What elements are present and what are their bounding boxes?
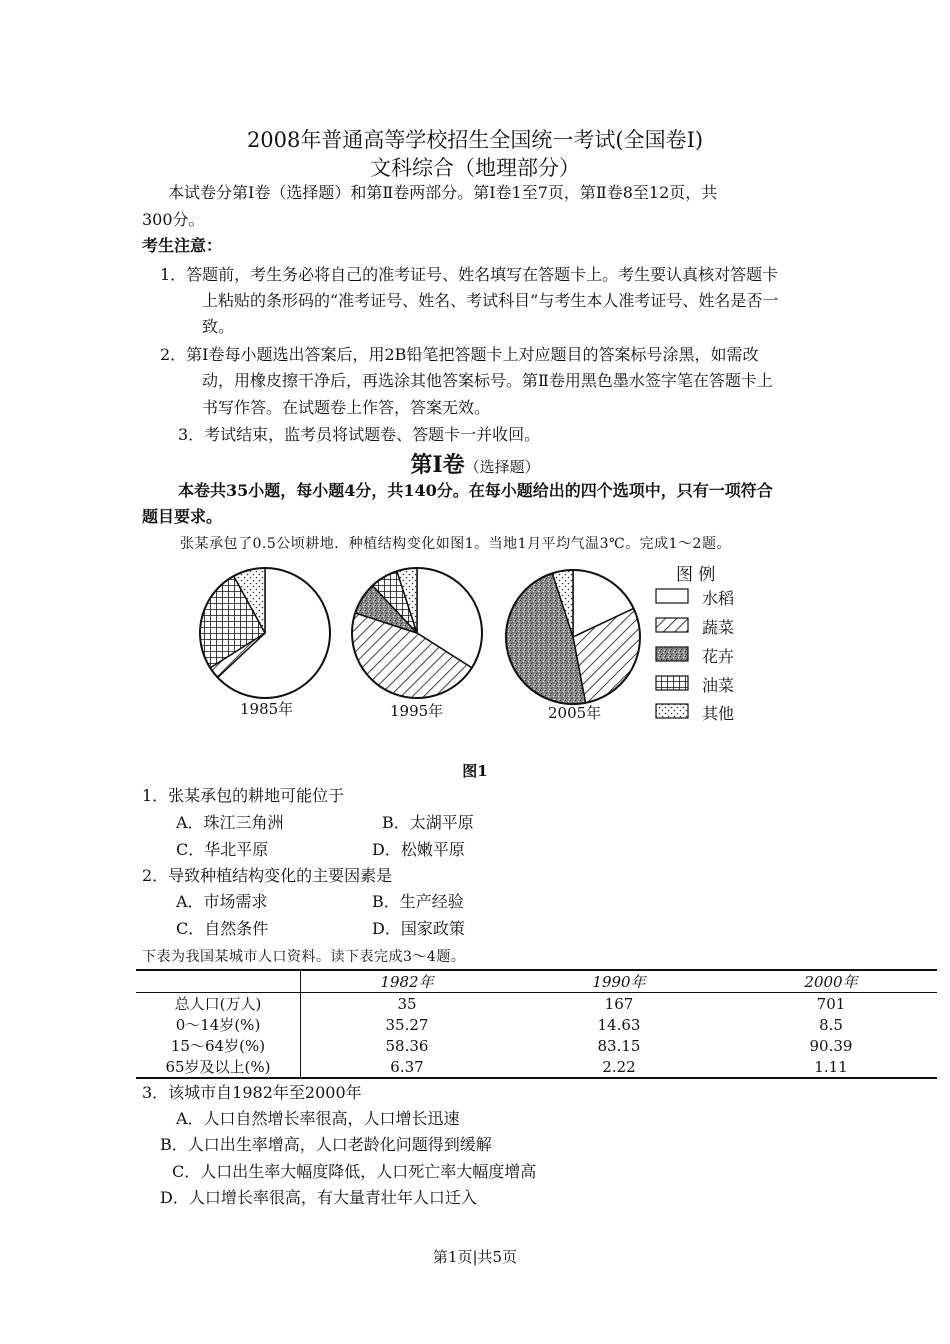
q1-option-a: A．珠江三角洲 — [176, 813, 284, 832]
q1-option-b: B．太湖平原 — [382, 813, 474, 832]
q1-stem: 1．张某承包的耕地可能位于 — [142, 786, 345, 805]
table-cell: 83.15 — [597, 1036, 641, 1055]
table-cell: 58.36 — [385, 1036, 429, 1055]
table-cell: 15～64岁(%) — [136, 1035, 301, 1056]
table-cell: 65岁及以上(%) — [136, 1056, 301, 1078]
q3-option-a: A．人口自然增长率很高，人口增长迅速 — [176, 1109, 460, 1128]
page-footer: 第1页|共5页 — [432, 1248, 518, 1266]
notice-2-line-2: 动，用橡皮擦干净后，再选涂其他答案标号。第Ⅱ卷用黑色墨水签字笔在答题卡上 — [202, 371, 773, 390]
notice-1-line-1: 1．答题前，考生务必将自己的准考证号、姓名填写在答题卡上。考生要认真核对答题卡 — [160, 265, 779, 284]
notice-3-line-1: 3．考试结束，监考员将试题卷、答题卡一并收回。 — [178, 425, 541, 444]
table-header: 1990年 — [513, 970, 725, 993]
legend-swatch-rapeseed — [655, 675, 689, 691]
legend-label-vegetable: 蔬菜 — [702, 618, 735, 637]
q3-option-b: B．人口出生率增高，人口老龄化问题得到缓解 — [160, 1135, 492, 1154]
section-title-sub: （选择题） — [464, 458, 540, 476]
notice-2-line-1: 2．第Ⅰ卷每小题选出答案后，用2B铅笔把答题卡上对应题目的答案标号涂黑，如需改 — [160, 345, 759, 364]
table-cell: 8.5 — [819, 1015, 843, 1034]
notice-1-line-2: 上粘贴的条形码的“准考证号、姓名、考试科目”与考生本人准考证号、姓名是否一 — [202, 291, 779, 310]
q3-option-c: C．人口出生率大幅度降低，人口死亡率大幅度增高 — [172, 1162, 537, 1181]
legend-label-paddy: 水稻 — [702, 589, 735, 608]
q2-option-b: B．生产经验 — [372, 892, 464, 911]
intro-line-2: 300分。 — [142, 210, 205, 229]
legend-swatch-paddy — [655, 588, 689, 604]
q2-option-d: D．国家政策 — [372, 919, 465, 938]
population-table — [136, 969, 937, 1079]
legend-label-rapeseed: 油菜 — [702, 676, 735, 695]
legend-title: 图 例 — [676, 565, 716, 585]
pie-label-1995: 1995年 — [390, 702, 444, 720]
figure-caption: 图1 — [462, 762, 488, 780]
notice-2-line-3: 书写作答。在试题卷上作答，答案无效。 — [202, 398, 491, 417]
table-cell: 14.63 — [597, 1015, 641, 1034]
exam-title: 2008年普通高等学校招生全国统一考试(全国卷Ⅰ) — [246, 128, 704, 152]
pie-label-1985: 1985年 — [240, 700, 294, 718]
table-cell: 0～14岁(%) — [136, 1014, 301, 1035]
table-cell: 总人口(万人) — [136, 993, 301, 1015]
table-header: 2000年 — [725, 970, 937, 993]
pie-label-2005: 2005年 — [548, 704, 602, 722]
exam-subtitle: 文科综合（地理部分） — [370, 156, 580, 180]
table-header — [136, 970, 301, 993]
q3-option-d: D．人口增长率很高，有大量青壮年人口迁入 — [160, 1188, 477, 1207]
table-row — [136, 1056, 937, 1078]
section-desc-1: 本卷共35小题，每小题4分，共140分。在每小题给出的四个选项中，只有一项符合 — [178, 481, 773, 500]
intro-line-1: 本试卷分第Ⅰ卷（选择题）和第Ⅱ卷两部分。第Ⅰ卷1至7页，第Ⅱ卷8至12页，共 — [168, 183, 718, 202]
legend-label-other: 其他 — [702, 704, 735, 723]
table-cell: 90.39 — [809, 1036, 853, 1055]
table-cell: 35.27 — [385, 1015, 429, 1034]
q1-option-c: C．华北平原 — [176, 840, 269, 859]
q2-option-a: A．市场需求 — [176, 892, 268, 911]
figure-intro: 张某承包了0.5公顷耕地．种植结构变化如图1。当地1月平均气温3℃。完成1～2题。 — [180, 536, 731, 552]
section-title-text: 第Ⅰ卷 — [410, 452, 465, 478]
section-title — [0, 448, 950, 479]
legend-swatch-flower — [655, 646, 689, 662]
table-row — [136, 993, 937, 1015]
q3-stem: 3．该城市自1982年至2000年 — [142, 1083, 362, 1102]
legend-label-flower: 花卉 — [702, 647, 735, 666]
table-cell: 1.11 — [725, 1056, 937, 1078]
table-intro: 下表为我国某城市人口资料。读下表完成3～4题。 — [142, 949, 466, 965]
notice-heading: 考生注意： — [142, 236, 223, 255]
table-cell: 701 — [816, 994, 846, 1013]
q2-stem: 2．导致种植结构变化的主要因素是 — [142, 866, 393, 885]
q1-option-d: D．松嫩平原 — [372, 840, 465, 859]
table-header: 1982年 — [301, 970, 514, 993]
legend-swatch-vegetable — [655, 617, 689, 633]
section-desc-2: 题目要求。 — [142, 507, 223, 526]
table-cell: 167 — [604, 994, 634, 1013]
table-row — [136, 1014, 937, 1035]
table-row — [136, 1035, 937, 1056]
table-cell: 35 — [397, 994, 417, 1013]
table-cell: 2.22 — [513, 1056, 725, 1078]
legend-swatch-other — [655, 703, 689, 719]
table-cell: 6.37 — [301, 1056, 514, 1078]
notice-1-line-3: 致。 — [202, 317, 235, 336]
q2-option-c: C．自然条件 — [176, 919, 269, 938]
table-header-row — [136, 970, 937, 993]
